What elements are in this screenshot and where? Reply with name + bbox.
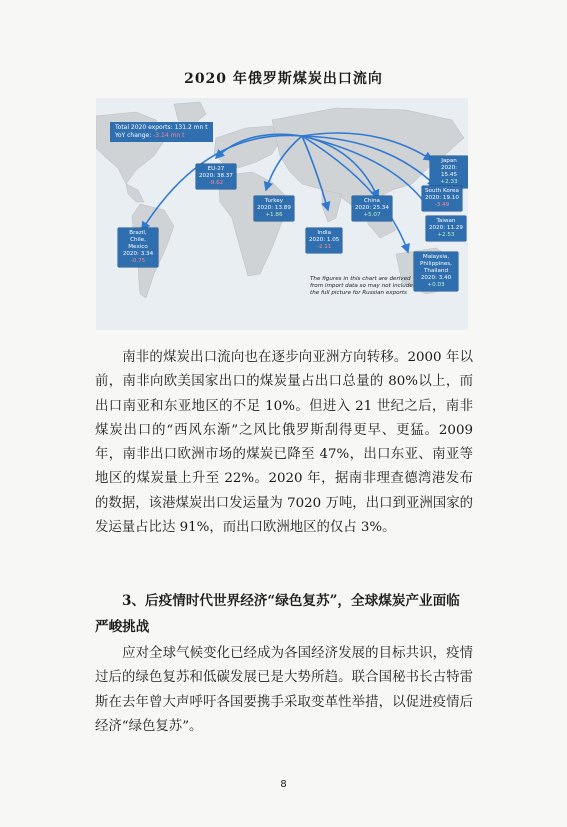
destination-box-eu27 [196,164,236,189]
destination-name: Taiwan [436,218,456,224]
yoy-change-label: YoY change: [115,132,152,139]
destination-value: 2020: 3.40 [420,275,452,281]
data-source-note: The figures in this chart are derived from import data so may not include the full picture for Russian exports [310,276,413,296]
destination-name: EU-27 [207,166,225,172]
section-heading-text: 3、后疫情时代世界经济“绿色复苏”，全球煤炭产业面临严峻挑战 [95,593,460,635]
destination-value: 2020: 15.45 [440,165,458,178]
destination-change: -3.49 [434,202,450,208]
destination-box-japan [430,156,468,188]
destination-change: -2.11 [316,244,332,250]
destination-change: +1.86 [265,212,283,218]
yoy-change-line [115,132,208,140]
destination-name: Turkey [264,198,284,204]
page-number: 8 [280,779,287,790]
paragraph-south-africa [95,346,473,540]
section-heading [95,588,473,640]
destination-change: +2.53 [437,232,455,238]
destination-value: 2020: 13.89 [257,205,291,211]
destination-change: +2.33 [440,179,458,185]
paragraph-text: 南非的煤炭出口流向也在逐步向亚洲方向转移。2000 年以前，南非向欧美国家出口的煤炭量占出口总量的 80%以上，而出口南亚和东亚地区的不足 10%。但进入 21 世纪之后，南非煤炭出口的“西风东渐”之风比俄罗斯刮得更早、更猛。2009 年，南非出口欧洲市场的煤炭已降至 47%，出口东亚、南亚等地区的煤炭量上升至 22%。2020 年，据南非理查德湾港发布的数据，该港煤炭出口发运量为 7020 万吨，出口到亚洲国家的发运量占比达 91%，而出口欧洲地区的仅占 3%。 [95,350,473,536]
destination-change: -0.75 [130,258,146,264]
destination-change: -9.62 [208,180,224,186]
destination-box-taiwan [426,216,466,241]
total-exports-box [110,122,213,142]
destination-value: 2020: 11.29 [429,225,463,231]
paragraph-green-recovery [95,642,473,739]
destination-value: 2020: 1.05 [309,237,340,243]
destination-value: 2020: 3.34 [122,251,154,257]
total-exports-text: Total 2020 exports: 131.2 mn t [115,124,208,131]
destination-change: +5.07 [363,212,381,218]
destination-name: South Korea [425,188,459,194]
destination-value: 2020: 25.34 [355,205,389,211]
destination-box-india [306,228,342,253]
destination-name: Brazil, Chile, Mexico [128,230,148,250]
destination-box-southeast-asia [414,252,458,291]
destination-box-turkey [254,196,294,221]
destination-box-latin-america [118,228,158,267]
destination-value: 2020: 38.37 [199,173,233,179]
paragraph-text: 应对全球气候变化已经成为各国经济发展的目标共识，疫情过后的绿色复苏和低碳发展已是大势所趋。联合国秘书长古特雷斯在去年曾大声呼吁各国要携手采取变革性举措，以促进疫情后经济“绿色复苏”。 [95,646,473,734]
figure-title: 2020 年俄罗斯煤炭出口流向 [184,71,383,87]
destination-name: Japan [441,158,457,164]
destination-change: +0.03 [427,282,445,288]
destination-name: Malaysia, Philippines, Thailand [420,254,452,274]
destination-box-south-korea [422,186,462,211]
destination-name: India [317,230,332,236]
destination-box-china [352,196,392,221]
destination-value: 2020: 19.10 [425,195,459,201]
destination-name: China [363,198,380,204]
export-flow-map [96,98,468,330]
yoy-change-value: -3.14 mn t [153,132,185,139]
